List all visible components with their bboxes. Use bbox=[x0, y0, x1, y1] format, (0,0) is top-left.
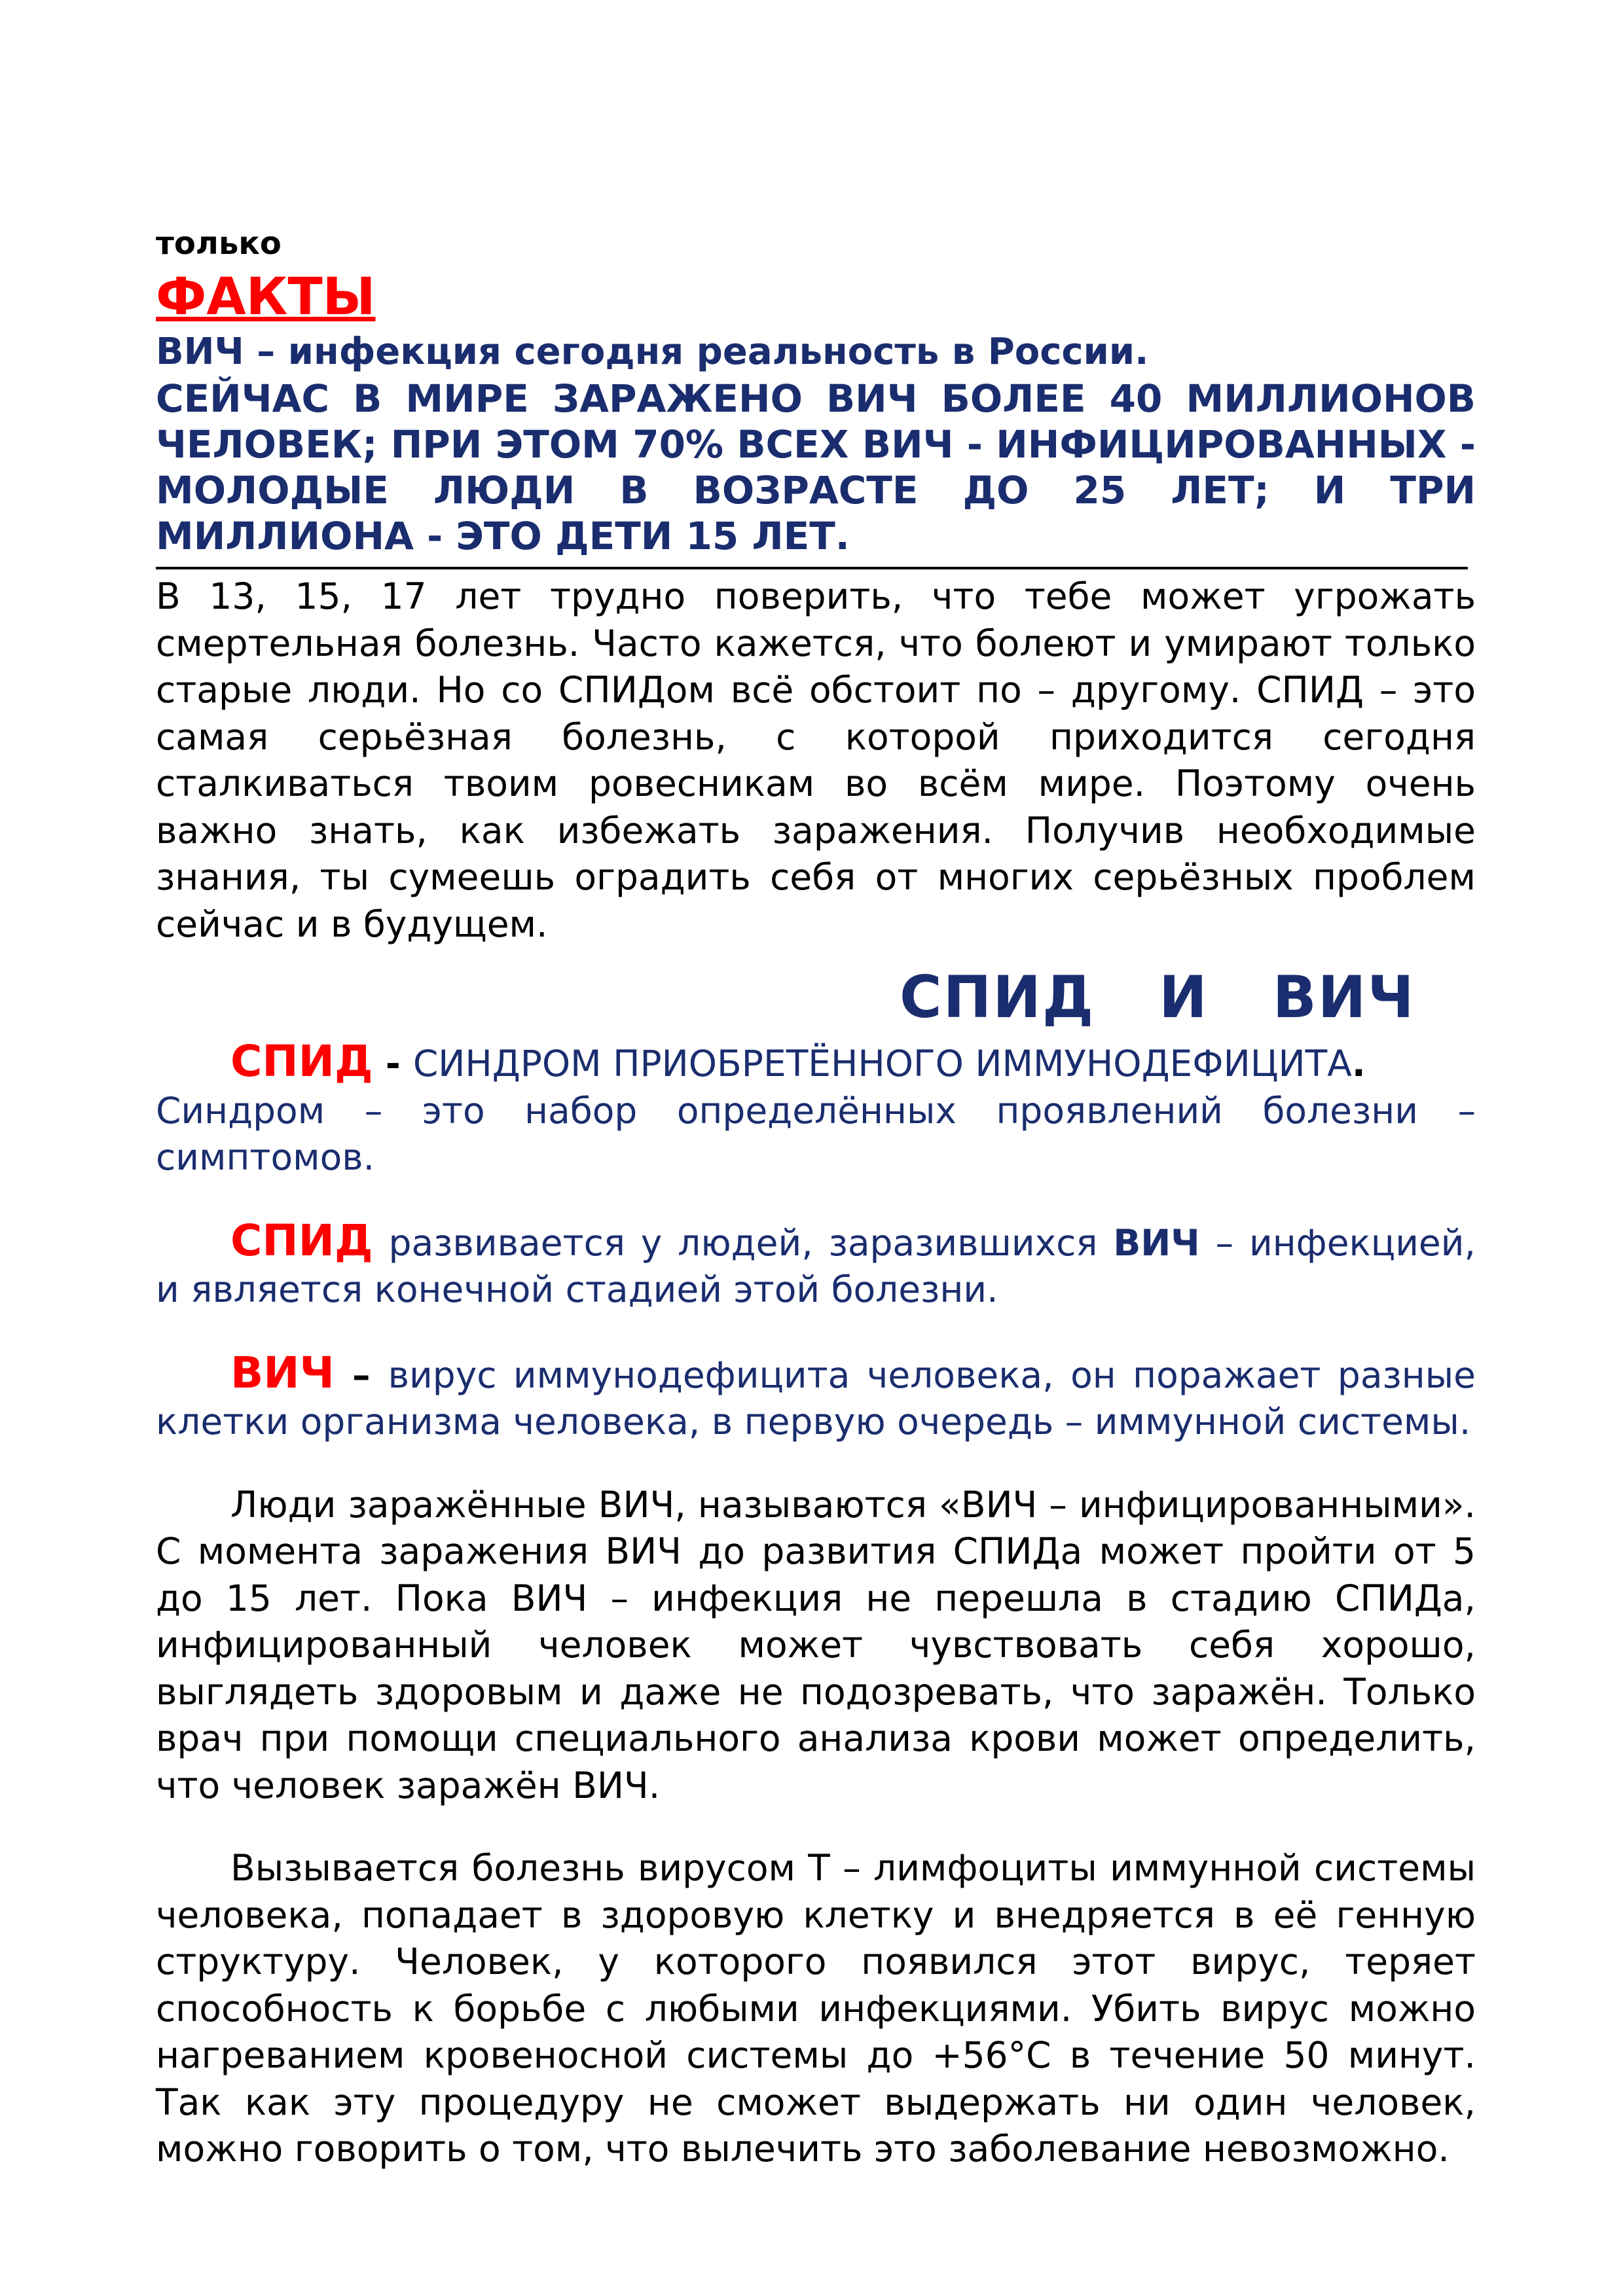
aids-expansion: СИНДРОМ ПРИОБРЕТЁННОГО ИММУНОДЕФИЦИТА bbox=[412, 1043, 1352, 1085]
aids-develops-text-2: – инфекцией, и является конечной стадией этой болезни. bbox=[156, 1221, 1476, 1310]
infected-paragraph: Люди заражённые ВИЧ, называются «ВИЧ – инфицированными». С момента заражения ВИЧ до развития СПИДа может пройти от 5 до 15 лет. Пока ВИЧ – инфекция не перешла в стадию СПИДа, инфицированный человек может чувствовать себя хорошо, выглядеть здоровым и даже не подозревать, что заражён. Только врач при помощи специального анализа крови может определить, что человек заражён ВИЧ. bbox=[156, 1483, 1476, 1806]
aids-definition bbox=[156, 1038, 1476, 1181]
aids-develops-text-1: развивается у людей, заразившихся bbox=[373, 1221, 1114, 1264]
virus-paragraph: Вызывается болезнь вирусом Т – лимфоциты иммунной системы человека, попадает в здоровую клетку и внедряется в её генную структуру. Человек, у которого появился этот вирус, теряет способность к борьбе с любыми инфекциями. Убить вирус можно нагреванием кровеносной системы до +56°С в течение 50 минут. Так как эту процедуру не сможет выдержать ни один человек, можно говорить о том, что вылечить это заболевание невозможно. bbox=[156, 1847, 1476, 2170]
syndrome-text: Синдром – это набор определённых проявлений болезни – симптомов. bbox=[156, 1089, 1476, 1178]
aids-term: СПИД bbox=[230, 1036, 373, 1086]
aids-dash: - bbox=[373, 1043, 413, 1085]
aids-period: . bbox=[1351, 1043, 1366, 1085]
horizontal-rule bbox=[156, 567, 1468, 569]
statistics-block: СЕЙЧАС В МИРЕ ЗАРАЖЕНО ВИЧ БОЛЕЕ 40 МИЛЛИОНОВ ЧЕЛОВЕК; ПРИ ЭТОМ 70% ВСЕХ ВИЧ - ИНФИЦИРОВАННЫХ - МОЛОДЫЕ ЛЮДИ В ВОЗРАСТЕ ДО 25 ЛЕТ; И ТРИ МИЛЛИОНА - ЭТО ДЕТИ 15 ЛЕТ. bbox=[156, 376, 1476, 558]
aids-term-2: СПИД bbox=[230, 1215, 373, 1266]
hiv-term: ВИЧ bbox=[230, 1347, 335, 1398]
headline: ВИЧ – инфекция сегодня реальность в России. bbox=[156, 331, 1149, 373]
hiv-text: вирус иммунодефицита человека, он поражает разные клетки организма человека, в первую очередь – иммунной системы. bbox=[156, 1354, 1476, 1443]
section-heading: СПИД И ВИЧ bbox=[900, 963, 1415, 1031]
intro-paragraph: В 13, 15, 17 лет трудно поверить, что тебе может угрожать смертельная болезнь. Часто кажется, что болеют и умирают только старые люди. Но со СПИДом всё обстоит по – другому. СПИД – это самая серьёзная болезнь, с которой приходится сегодня сталкиваться твоим ровесникам во всём мире. Поэтому очень важно знать, как избежать заражения. Получив необходимые знания, ты сумеешь оградить себя от многих серьёзных проблем сейчас и в будущем. bbox=[156, 575, 1476, 945]
facts-title: ФАКТЫ bbox=[156, 268, 376, 327]
aids-develops bbox=[156, 1217, 1476, 1314]
document-content bbox=[156, 223, 1476, 2209]
hiv-inline: ВИЧ bbox=[1113, 1221, 1200, 1264]
intro-word: только bbox=[156, 225, 282, 262]
hiv-dash: – bbox=[334, 1354, 388, 1396]
hiv-definition bbox=[156, 1347, 1476, 1446]
